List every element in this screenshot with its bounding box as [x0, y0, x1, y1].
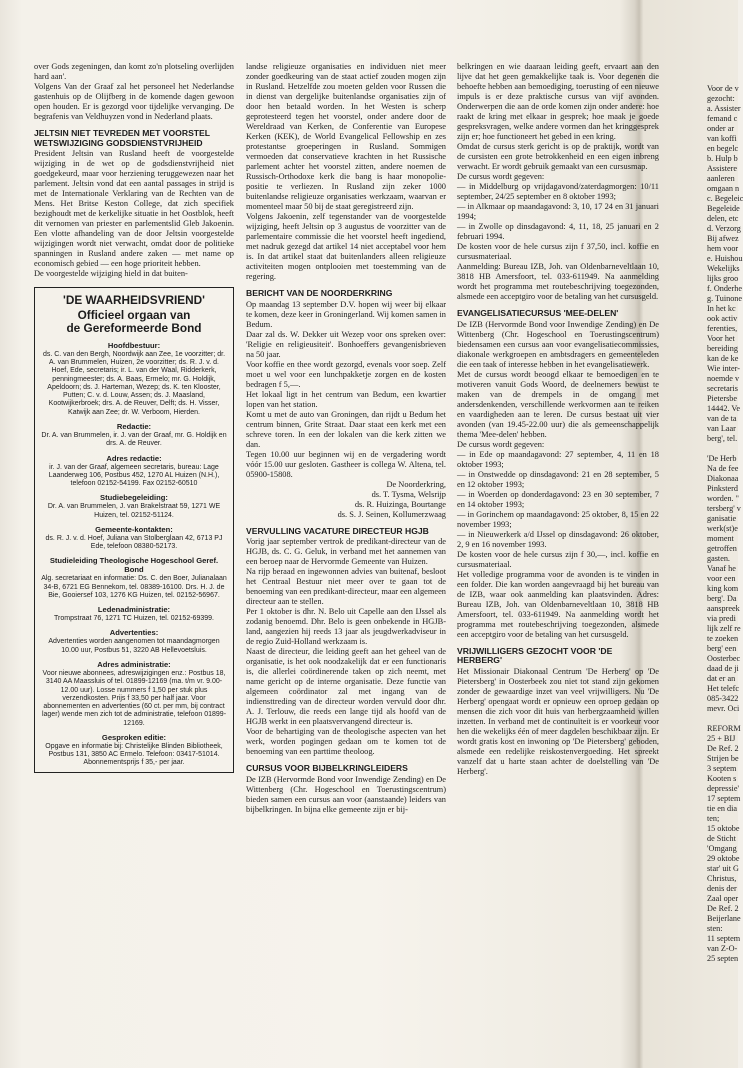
cropped-line: dat er an — [707, 674, 736, 683]
cropped-line: hem voor — [707, 244, 739, 253]
cropped-line: femand c — [707, 114, 738, 123]
masthead-section-text: Advertenties worden aangenomen tot maandagmorgen 10.00 uur, Postbus 51, 3220 AB Hellevoetsluis. — [48, 638, 220, 654]
paragraph: Tegen 10.00 uur beginnen wij en de vergadering wordt vóór 15.00 uur gesloten. Gastheer is collega W. Altena, tel. 05900-15808. — [246, 449, 446, 479]
masthead-section-heading: Adres administratie: — [97, 659, 171, 669]
paragraph: over Gods zegeningen, dan komt zo'n plotseling overlijden hard aan'. — [34, 62, 234, 81]
masthead-section-heading: Ledenadministratie: — [97, 605, 171, 615]
cropped-line: 14442. Ve — [707, 404, 741, 413]
column-4-cropped — [707, 84, 741, 964]
paragraph: Per 1 oktober is dhr. N. Belo uit Capelle aan den IJssel als zodanig benoemd. Dhr. Belo is geen onbekende in HGJB-land, aangezien hij reeds 13 jaar als jeugdwerkadviseur in de regio Zuid-Holland werkzaam is. — [246, 607, 446, 647]
masthead-section-heading: Hoofdbestuur: — [107, 340, 161, 350]
paragraph: Het Missionair Diakonaal Centrum 'De Herberg' op 'De Pietersberg' in Oosterbeek zou niet tot stand zijn gekomen zonder de gewaardige inzet van veel vrijwilligers. Nu 'De Herberg' opengaat wordt er opnieuw een oproep gedaan op mensen die zich voor dit huis van herbergzaamheid willen inzetten. In verband met de continuïteit is er voorkeur voor hen die wekelijks één of meer dagdelen beschikbaar zijn. Er wordt gratis kost en inwoning op 'De Pietersberg' geboden, alsmede een redelijke reiskostenvergoeding. Het spreekt vanzelf dat u harte staan achter de doelstelling van 'De Herberg'. — [457, 666, 659, 776]
paragraph: De cursus wordt gegeven: — [457, 439, 545, 449]
cropped-line: delen, etc — [707, 214, 739, 223]
masthead-section-heading: Studieleiding Theologische Hogeschool Geref. Bond — [49, 556, 219, 575]
cropped-line: secretaris — [707, 384, 738, 393]
cropped-line: van Z-O- — [707, 944, 738, 953]
paragraph: De IZB (Hervormde Bond voor Inwendige Zending) en De Wittenberg (Chr. Hogeschool en Toerustingscentrum) biedensamen een cursus aan voor evangelisatiecommissies, diakonale werkgroepen en ambtsdragers en gemeenteleden die een taak of interesse hebben in het evangelisatiewerk. — [457, 319, 659, 369]
cropped-line: f. Onderhe — [707, 284, 743, 293]
cropped-line: Na de fee — [707, 464, 739, 473]
cropped-line: de Sticht — [707, 834, 736, 843]
list-item: — in Gorinchem op maandagavond: 25 oktober, 8, 15 en 22 november 1993; — [457, 509, 659, 529]
cropped-line: Pietersbe — [707, 394, 738, 403]
cropped-line: REFORM — [707, 724, 741, 733]
cropped-line: ferenties, — [707, 324, 738, 333]
cropped-line: Bij afwez — [707, 234, 739, 243]
masthead-section-text: Voor nieuwe abonnees, adreswijzigingen enz.: Postbus 18, 3140 AA Maassluis of tel. 01899-12169 (ma. t/m vr. 9.00-12.00 uur). Losse nummers f 1,50 per stuk plus verzendkosten. Prijs f 33,50 per half jaar. Voor abonnementen en advertenties (60 ct. per mm, bij contract lager) wende men zich tot de administratie, telefoon 01899-12169. — [41, 670, 227, 727]
paragraph: belkringen en wie daaraan leiding geeft, ervaart aan den lijve dat het geen gemakkelijke taak is. Voor degenen die behoefte hebben aan bemoediging, toerusting of een nieuwe impuls is er deze praktische cursus van vijf avonden. Onderwerpen die aan de orde komen zijn onder andere: hoe raakt de kring met elkaar in gesprek; hoe maak je goede gespreksvragen, welke andere vormen dan het kringgesprek zijn er; hoe functioneert het gebed in een kring. — [457, 62, 659, 141]
list-item: — in Woerden op donderdagavond: 23 en 30 september, 7 en 14 oktober 1993; — [457, 489, 659, 509]
article-heading-bijbelkring: CURSUS VOOR BIJBELKRINGLEIDERS — [246, 763, 408, 774]
masthead-section-heading: Advertenties: — [109, 628, 159, 638]
cropped-line: star' uit G — [707, 864, 739, 873]
cropped-line: Oosterbec — [707, 654, 741, 663]
masthead-section-text: ds. C. van den Bergh, Noordwijk aan Zee, 1e voorzitter; dr. A. van Brummelen, Huizen, 2e voorzitter; ds. R. J. v. d. Hoef, Ede, secretaris; ir. L. van der Waal, Ridderkerk, penningmeester; ds. A. Baas, Ermelo; mr. G. Holdijk, Apeldoorn; ds. J. Harteman, Wezep; ds. K. ten Klooster, Putten; C. v. d. Louw, Assen; ds. J. Maasland, Kootwijkerbroek; drs. A. de Reuver, Delft; ds. H. Visser, Katwijk aan Zee; dr. W. Verboom, Hierden. — [42, 350, 226, 416]
paragraph: Vorig jaar september vertrok de predikant-directeur van de HGJB, ds. C. G. Geluk, in verband met het aannemen van een beroep naar de Hervormde Gemeente van Huizen. — [246, 537, 446, 567]
cropped-line — [707, 444, 741, 454]
cropped-line: daad de ji — [707, 664, 739, 673]
article-heading-hgjb: VERVULLING VACATURE DIRECTEUR HGJB — [246, 525, 429, 536]
cropped-line: Voor de v — [707, 84, 739, 93]
cropped-line: Vanaf he — [707, 564, 736, 573]
article-heading-evangelisatie: EVANGELISATIECURSUS 'MEE-DELEN' — [457, 308, 619, 318]
cropped-line: en begelc — [707, 144, 739, 153]
paragraph: De kosten voor de hele cursus zijn f 37,50, incl. koffie en cursusmateriaal. — [457, 242, 659, 261]
cropped-line: onder ar — [707, 124, 735, 133]
cropped-line: Beijerlane — [707, 914, 741, 923]
cropped-line: 'De Herb — [707, 454, 737, 463]
cropped-line: g. Tuinone — [707, 294, 743, 303]
cropped-line: 085-3422 — [707, 694, 739, 703]
cropped-line: 25 septen — [707, 954, 739, 963]
column-2 — [246, 62, 446, 815]
cropped-line: sten: — [707, 924, 723, 933]
cropped-line: gezocht: — [707, 94, 735, 103]
cropped-line: b. Hulp b — [707, 154, 738, 163]
cropped-line: Het telefc — [707, 684, 740, 693]
list-item: — in Alkmaar op maandagavond: 3, 10, 17 24 en 31 januari 1994; — [457, 202, 659, 221]
cropped-line: Strijen be — [707, 754, 739, 763]
paragraph: De kosten voor de hele cursus zijn f 30,—, incl. koffie en cursusmateriaal. — [457, 549, 659, 569]
masthead-section-text: Opgave en informatie bij: Christelijke Blinden Bibliotheek, Postbus 131, 3850 AC Ermelo. Telefoon: 03417-51014. Abonnementsprijs f 35,- per jaar. — [45, 742, 223, 767]
signature: ds. S. J. Seinen, Kollumerzwaag — [337, 509, 446, 519]
paragraph: Daar zal ds. W. Dekker uit Wezep voor ons spreken over: 'Religie en religieusiteit'. Bonhoeffers gevangenisbrieven na 50 jaar. — [246, 329, 446, 359]
masthead-section-text: ir. J. van der Graaf, algemeen secretaris, bureau: Lage Laanderweg 106, Postbus 452, 1270 AL Huizen (N.H.), telefoon 02152-54199. Fax 02152-60510 — [48, 463, 220, 488]
cropped-line: tersberg' v — [707, 504, 741, 513]
cropped-line: ten; — [707, 814, 720, 823]
cropped-line: van de ta — [707, 414, 737, 423]
paragraph: landse religieuze organisaties en individuen niet meer zonder goedkeuring van de staat actief zouden mogen zijn in Rusland. Hetzelfde zou moeten gelden voor Russen die in dienst van dergelijke buitenlandse organisaties zijn of door hen betaald worden. In het Westen is scherp geprotesteerd tegen het voorstel, onder andere door de Wereldraad van Kerken, de Conferentie van Europese Kerken (KEK), de World Evangelical Fellowship en zes protestantse groeperingen in Rusland. Sommigen vermoeden dat conservatieve krachten in het Russische parlement achter het voorstel zitten, andere noemen de Russisch-Orthodoxe kerk die bang is haar monopolie-positie te verliezen. In Rusland zijn zeker 1000 buitenlandse religieuze organisaties werkzaam, waarvan er momenteel maar 50 bij de staat geregistreerd zijn. — [246, 62, 446, 211]
cropped-line: lijk zelf re — [707, 624, 741, 633]
masthead-section-heading: Gesproken editie: — [101, 732, 167, 742]
cropped-line: depressie' — [707, 784, 739, 793]
masthead-section-heading: Studiebegeleiding: — [100, 493, 168, 503]
cropped-line: 25 + BIJ — [707, 734, 736, 743]
list-item: — in Ede op maandagavond: 27 september, 4, 11 en 18 oktober 1993; — [457, 449, 659, 469]
cropped-line: omgaan n — [707, 184, 740, 193]
cropped-line: e. Huishou — [707, 254, 743, 263]
cropped-line — [707, 714, 741, 724]
cropped-line: De Ref. 2 — [707, 744, 739, 753]
masthead-section-text: ds. R. J. v. d. Hoef, Juliana van Stolberglaan 42, 6713 PJ Ede, telefoon 08380-52173. — [45, 534, 223, 551]
cropped-line: tie en dia — [707, 804, 738, 813]
cropped-line: Pinksterd — [707, 484, 738, 493]
cropped-line: Voor het — [707, 334, 735, 343]
signature: ds. T. Tysma, Welsrijp — [371, 489, 446, 499]
paragraph: De cursus wordt gegeven: — [457, 172, 545, 181]
cropped-line: Christus, — [707, 874, 737, 883]
paragraph: Naast de directeur, die leiding geeft aan het geheel van de organisatie, is het ook noodzakelijk dat er een functionaris is, die allerlei coördinerende taken op zich neemt, met name gericht op de interne organisatie. Deze functie van algemeen coördinator zal met ingang van de indiensttreding van de directeur worden vervuld door dhr. A. J. Terlouw, die reeds een lange tijd als hoofd van de HGJB werkt in een plaatsvervangend directeur is. — [246, 647, 446, 727]
column-1 — [34, 62, 234, 773]
cropped-line: In het kc — [707, 304, 736, 313]
cropped-line: mevr. Oci — [707, 704, 740, 713]
list-item: — in Zwolle op dinsdagavond: 4, 11, 18, 25 januari en 2 februari 1994. — [457, 222, 659, 241]
cropped-line: lijks groo — [707, 274, 739, 283]
cropped-line: gasten. — [707, 554, 730, 563]
paragraph: Het volledige programma voor de avonden is te vinden in een folder. Die kan worden aangevraagd bij het bureau van de IZB, waar ook aanmelding kan plaatsvinden. Adres: Bureau IZB, Joh. van Oldenbarneveltlaan 10, 3818 HB Amersfoort, tel. 033-611949. Na aanmelding wordt het programma met routebeschrijving toegezonden, alsmede een acceptgiro voor de betaling van het cursusgeld. — [457, 569, 659, 639]
cropped-line: 'Omgang — [707, 844, 737, 853]
cropped-line: van Laar — [707, 424, 736, 433]
cropped-line: Begeleide — [707, 204, 740, 213]
signature: De Noorderkring, — [386, 479, 446, 489]
cropped-line: De Ref. 2 — [707, 904, 739, 913]
masthead-section-text: Trompstraat 76, 1271 TC Huizen, tel. 02152-69399. — [54, 615, 214, 623]
paragraph: Met de cursus wordt beoogd elkaar te bemoedigen en te motiveren vanuit Gods Woord, de deelnemers bewust te maken van de drempels in de omgang met andersdenkenden, verschillende werkvormen aan te reiken en vaardigheden aan te leren. De cursus bestaat uit vier avonden (van 19.45-22.00 uur) die als gemeenschappelijk thema 'Mee-delen' hebben. — [457, 369, 659, 439]
cropped-line: bereiding — [707, 344, 738, 353]
paragraph: Volgens Van der Graaf zal het personeel het Nederlandse gastenhuis op de Olijfberg in de komende dagen gewoon open houden. Er is gezorgd voor tijdelijke vervanging. De begrafenis van Veldhuyzen vond in Nederland plaats. — [34, 82, 234, 121]
cropped-line: king kom — [707, 584, 739, 593]
list-item: — in Nieuwerkerk a/d IJssel op dinsdagavond: 26 oktober, 2, 9 en 16 november 1993. — [457, 529, 659, 549]
cropped-line: d. Verzorg — [707, 224, 741, 233]
cropped-line: c. Begeleic — [707, 194, 743, 203]
masthead-sections — [41, 341, 227, 768]
paragraph: Op maandag 13 september D.V. hopen wij weer bij elkaar te komen, deze keer in Groningerland. Wij komen samen in Bedum. — [246, 299, 446, 329]
paragraph: President Jeltsin van Rusland heeft de voorgestelde wijziging in de wet op de godsdienstvrijheid niet goedgekeurd, maar voor herziening teruggewezen naar het parlement. Jeltsin vond dat een aantal passages in strijd is met de Internationale Verklaring van de Rechten van de Mens. Het Britse Keston College, dat zich specifiek bezighoudt met de kerkelijke situatie in het Oostblok, heeft dit vernomen van priester en parlementslid Gleb Jakoenin. Een vlotte afhandeling van de door Jeltsin voorgestelde wijzigingen wordt niet verwacht, omdat door de politieke spanningen in Rusland andere zaken — met name op economisch gebied — een hoge prioriteit hebben. — [34, 149, 234, 269]
paragraph: Voor de behartiging van de theologische aspecten van het werk, worden pogingen gedaan om te komen tot de benoeming van een parttime theoloog. — [246, 727, 446, 757]
masthead-section-text: Alg. secretariaat en informatie: Ds. C. den Boer, Julianalaan 34-B, 6721 EG Bennekom, tel. 08389-16100. Drs. H. J. de Bie, Gooiersef 103, 1276 KG Huizen, tel. 02152-56967. — [41, 575, 227, 599]
cropped-line: aanspreek — [707, 604, 740, 613]
masthead-subtitle: de Gereformeerde Bond — [66, 321, 202, 336]
article-heading-jeltsin: JELTSIN NIET TEVREDEN MET VOORSTEL WETSWIJZIGING GODSDIENSTVRIJHEID — [34, 128, 210, 148]
cropped-line: ook activ — [707, 314, 738, 323]
cropped-line: voor een — [707, 574, 736, 583]
article-heading-noorderkring: BERICHT VAN DE NOORDERKRING — [246, 288, 393, 298]
cropped-line: noemde v — [707, 374, 740, 383]
cropped-line: Zaal oper — [707, 894, 739, 903]
cropped-line: denis der — [707, 884, 737, 893]
masthead-section-text: Dr. A. van Brummelen, ir. J. van der Graaf, mr. G. Holdijk en drs. A. de Reuver. — [41, 432, 227, 448]
cropped-line: worden. " — [707, 494, 739, 503]
paragraph: Het lokaal ligt in het centrum van Bedum, een kwartier lopen van het station. — [246, 389, 446, 409]
cropped-line: van koffi — [707, 134, 737, 143]
masthead-box — [34, 287, 234, 772]
cropped-line: berg'. Da — [707, 594, 737, 603]
cropped-line: te zoeken — [707, 634, 739, 643]
paragraph: Aanmelding: Bureau IZB, Joh. van Oldenbarneveltlaan 10, 3818 HB Amersfoort, tel. 033-611949. Na aanmelding wordt het programma met routebeschrijving toegezonden, alsmede een acceptgiro voor de betaling van het cursusgeld. — [457, 262, 659, 301]
masthead-subtitle: Officieel orgaan van — [77, 307, 191, 322]
cropped-line: Assistere — [707, 164, 738, 173]
paragraph: Omdat de cursus sterk gericht is op de praktijk, wordt van de cursisten een grote betrokkenheid en een eigen inbreng verwacht. Er wordt gebruik gemaakt van een cursusmap. — [457, 142, 659, 171]
cropped-line: kan de ke — [707, 354, 739, 363]
cropped-line: Wekelijks — [707, 264, 740, 273]
list-item: — in Onstwedde op dinsdagavond: 21 en 28 september, 5 en 12 oktober 1993; — [457, 469, 659, 489]
cropped-line: via predi — [707, 614, 736, 623]
paragraph: Volgens Jakoenin, zelf tegenstander van de voorgestelde wijziging, heeft Jeltsin op 3 augustus de voorzitter van de parlementaire commissie die het voorstel heeft ingediend, met nadruk gezegd dat artikel 14 niet acceptabel voor hem is. In dat artikel staat dat buitenlanders alleen religieuze activiteiten mogen ontplooien met toestemming van de regering. — [246, 212, 446, 281]
list-item: — in Middelburg op vrijdagavond/zaterdagmorgen: 10/11 september, 24/25 september en 8 oktober 1993; — [457, 182, 659, 201]
cropped-line: 11 septem — [707, 934, 741, 943]
cropped-line: Diakonaa — [707, 474, 739, 483]
paragraph: Voor koffie en thee wordt gezorgd, evenals voor soep. Zelf moet u wel voor een lunchpakketje zorgen en de kosten bedragen f 5,—. — [246, 359, 446, 389]
signature: ds. R. Huizinga, Bourtange — [354, 499, 446, 509]
masthead-section-heading: Gemeente-kontakten: — [95, 524, 173, 534]
column-3 — [457, 62, 659, 777]
masthead-section-heading: Adres redactie: — [106, 453, 162, 463]
cropped-line: 29 oktobe — [707, 854, 740, 863]
masthead-title: 'DE WAARHEIDSVRIEND' — [63, 293, 205, 308]
cropped-line: Wie inter- — [707, 364, 740, 373]
cropped-line: berg', tel. — [707, 434, 738, 443]
cropped-line: ganisatie — [707, 514, 737, 523]
article-heading-vrijwilligers: VRIJWILLIGERS GEZOCHT VOOR 'DE HERBERG' — [457, 645, 613, 666]
cropped-line: 15 oktobe — [707, 824, 740, 833]
cropped-line: Kooten s — [707, 774, 737, 783]
cropped-line: aanleren — [707, 174, 735, 183]
paragraph: Na rijp beraad en ingewonnen advies van buitenaf, besloot het Centraal Bestuur niet meer over te gaan tot de benoeming van een predikant-directeur, maar een algemeen directeur aan te stellen. — [246, 567, 446, 607]
cropped-line: 3 septem — [707, 764, 737, 773]
paragraph: Komt u met de auto van Groningen, dan rijdt u Bedum het centrum binnen, Grite Straat. Daar staat een kerk met een schreve toren. In een der lokalen van die kerk zitten we dan. — [246, 409, 446, 449]
cropped-line: 17 septem — [707, 794, 741, 803]
cropped-line: moment — [707, 534, 734, 543]
paragraph: De voorgestelde wijziging hield in dat buiten- — [34, 269, 188, 279]
cropped-line: berg' een — [707, 644, 737, 653]
cropped-line: werk(st)e — [707, 524, 738, 533]
masthead-section-text: Dr. A. van Brummelen, J. van Brakelstraat 59, 1271 WE Huizen, tel. 02152-51124. — [47, 503, 221, 519]
paragraph: De IZB (Hervormde Bond voor Inwendige Zending) en De Wittenberg (Chr. Hogeschool en Toerustingscentrum) bieden samen een cursus aan voor (aanstaande) leiders van bijbelkringen. In bijna elke gemeente zijn er bij- — [246, 774, 446, 814]
cropped-line: getroffen — [707, 544, 737, 553]
masthead-section-heading: Redactie: — [116, 421, 152, 431]
cropped-line: a. Assister — [707, 104, 741, 113]
